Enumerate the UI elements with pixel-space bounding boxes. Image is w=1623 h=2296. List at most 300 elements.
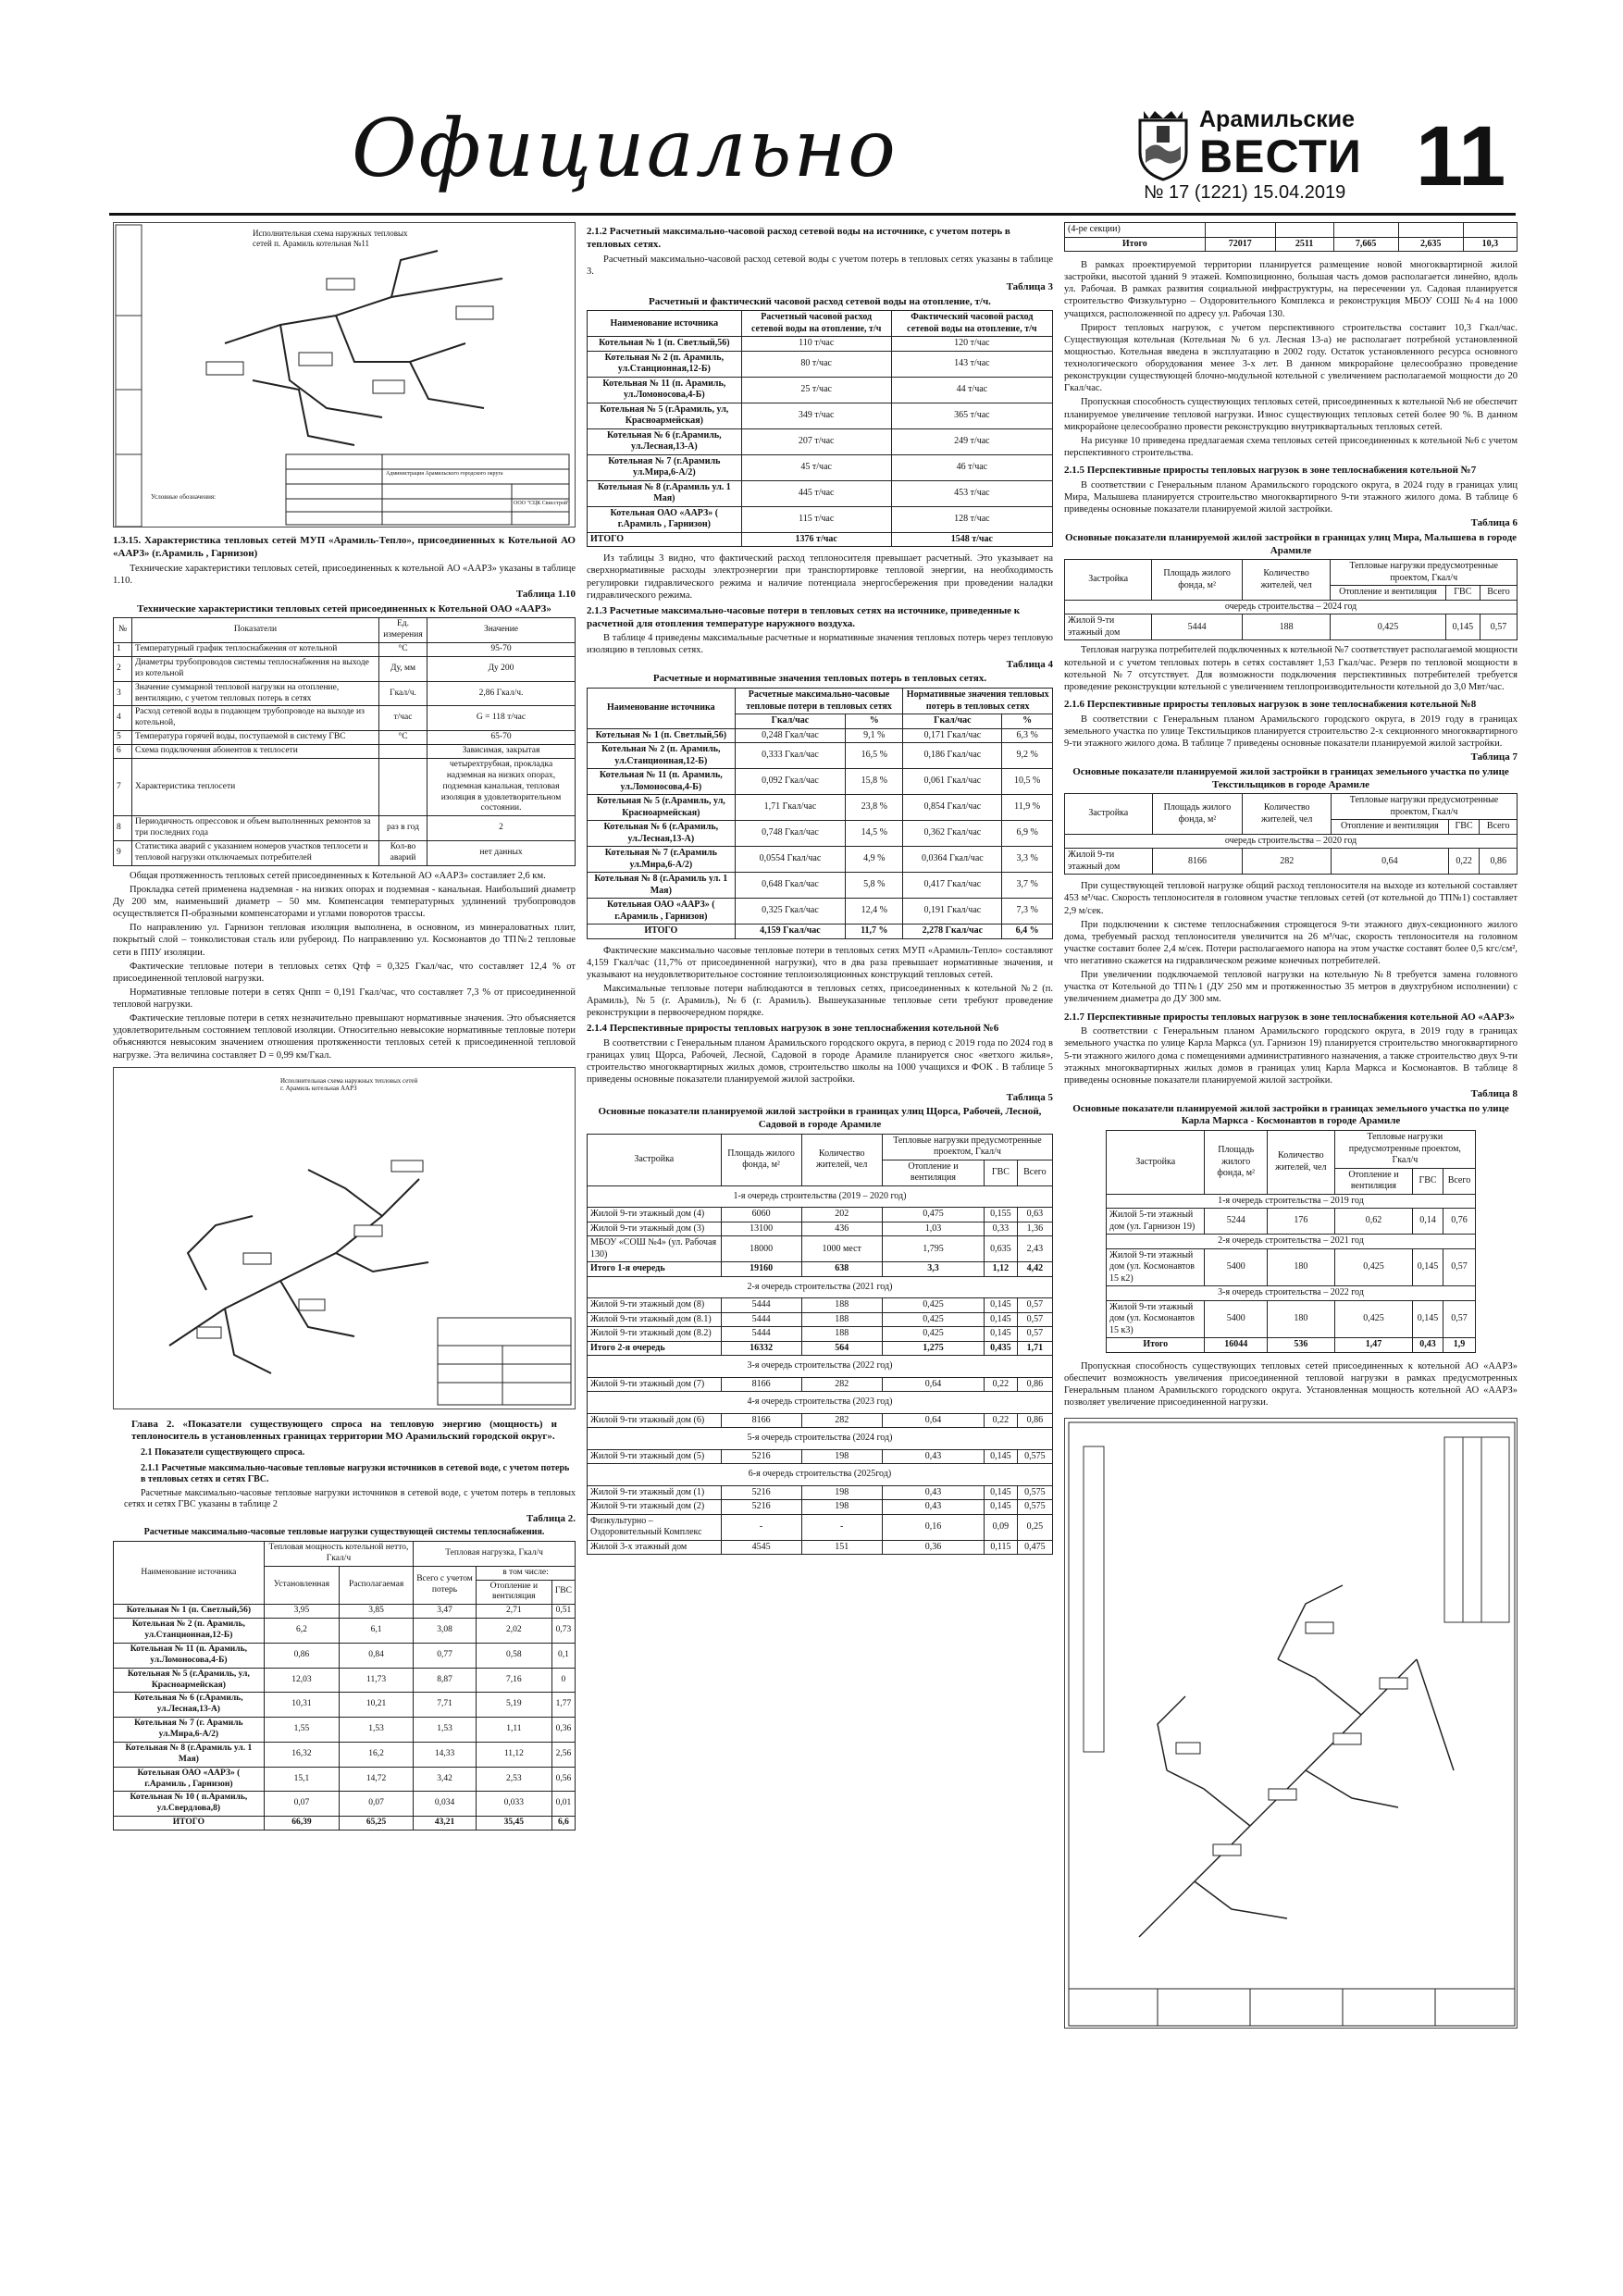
table-cell: 0,061 Гкал/час xyxy=(903,769,1002,795)
table-group-title: 4-я очередь строительства (2023 год) xyxy=(588,1392,1053,1414)
table-cell: 0,854 Гкал/час xyxy=(903,795,1002,821)
table-cell: Итого 1-я очередь xyxy=(588,1262,722,1277)
table-cell: 6,6 xyxy=(551,1817,575,1831)
table-cell: 0,145 xyxy=(985,1449,1018,1464)
table-cell: Диаметры трубопроводов системы теплоснабжения на выходе из котельной xyxy=(132,656,379,681)
table-cell: Жилой 9-ти этажный дом (1) xyxy=(588,1485,722,1500)
table-cell: МБОУ «СОШ №4» (ул. Рабочая 130) xyxy=(588,1236,722,1262)
chapter-2-heading: Глава 2. «Показатели существующего спроса на тепловую энергию (мощность) и теплоноситель в установленных границах территории МО Арамильский городской округ». xyxy=(131,1418,557,1443)
table-cell: 2,56 xyxy=(551,1742,575,1767)
table-cell: 4 xyxy=(114,706,132,731)
table-cell: Гкал/ч. xyxy=(379,681,427,706)
table-cell: 0,36 xyxy=(551,1718,575,1743)
table-cell: 0,115 xyxy=(985,1540,1018,1555)
table-cell: 0,43 xyxy=(882,1500,984,1515)
table-cell: 0,575 xyxy=(1017,1449,1052,1464)
table-cell: 6,4 % xyxy=(1002,925,1053,939)
table-cell: 14,33 xyxy=(414,1742,477,1767)
page-number: 11 xyxy=(1416,109,1506,204)
paragraph: Пропускная способность существующих тепловых сетей присоединенных к котельной АО «ААРЗ» обеспечит возможность увеличения присоединенной тепловой нагрузки в рамках предусмотренных Генеральным планом Арамильского городского округа. Установленная мощность котельной АО «ААРЗ» позволяет увеличение присоединенной нагрузки. xyxy=(1064,1360,1518,1408)
table-row xyxy=(588,847,1053,873)
city-crest-icon xyxy=(1136,107,1190,181)
table-cell: Жилой 9-ти этажный дом (2) xyxy=(588,1500,722,1515)
table-cell: 0,25 xyxy=(1017,1514,1052,1540)
table-row xyxy=(114,681,576,706)
table-cell: Котельная ОАО «ААРЗ» ( г.Арамиль , Гарнизон) xyxy=(588,899,736,925)
table-cell: Котельная № 11 (п. Арамиль, ул.Ломоносова,4-Б) xyxy=(588,769,736,795)
table-cell: 207 т/час xyxy=(741,428,891,454)
table-cell: нет данных xyxy=(427,841,576,866)
table-row xyxy=(588,351,1053,377)
table-cell: 0,0364 Гкал/час xyxy=(903,847,1002,873)
table-cell: 43,21 xyxy=(414,1817,477,1831)
table-cell: 6,2 xyxy=(264,1619,339,1644)
table-cell: 1,71 xyxy=(1017,1341,1052,1356)
heading-2-1-2: 2.1.2 Расчетный максимально-часовой расход сетевой воды на источнике, с учетом потерь в тепловых сетях. xyxy=(587,226,1010,250)
table-cell: 0,748 Гкал/час xyxy=(735,821,846,847)
table-cell: Котельная № 1 (п. Светлый,56) xyxy=(114,1605,265,1619)
table-cell: 4,159 Гкал/час xyxy=(735,925,846,939)
column-3 xyxy=(1064,222,1518,2029)
table-row xyxy=(588,1540,1053,1555)
table-row xyxy=(588,873,1053,899)
table-cell: 115 т/час xyxy=(741,506,891,532)
table-row xyxy=(114,745,576,759)
paragraph: При подключении к системе теплоснабжения строящегося 9-ти этажного двух-секционного жилого дома, требуемый расход теплоносителя увеличится на 26 м³/час, скорость теплоносителя на головном участке составит более 2,4 м/сек. Потери располагаемого напора на этом участке составят более 0,5 кгс/см², что негативно скажется на гидравлическом режиме конечных потребителей. xyxy=(1064,919,1518,966)
table-cell: 5 xyxy=(114,731,132,745)
table-cell: 0,73 xyxy=(551,1619,575,1644)
table-cell: 2,02 xyxy=(476,1619,551,1644)
table-cell: - xyxy=(721,1514,801,1540)
table-row xyxy=(588,743,1053,769)
heading-2-1-3: 2.1.3 Расчетные максимально-часовые потери в тепловых сетях на источнике, приведенные к расчетной для отопления температуре наружного воздуха. xyxy=(587,604,1021,629)
table-cell: Жилой 9-ти этажный дом (8.2) xyxy=(588,1327,722,1342)
table-cell: 7,3 % xyxy=(1002,899,1053,925)
table-cell: 188 xyxy=(801,1327,882,1342)
paragraph: Нормативные тепловые потери в сетях Qнпп = 0,191 Гкал/час, что составляет 7,3 % от присоединенной тепловой нагрузки. xyxy=(113,987,576,1010)
table-cell: 46 т/час xyxy=(891,454,1052,480)
table-cell: 3,3 % xyxy=(1002,847,1053,873)
paragraph: Максимальные тепловые потери наблюдаются в тепловых сетях, присоединенных к котельной №2 (п. Арамиль), №5 (г. Арамиль), №6 (г. Арамиль). Вышеуказанные тепловые сети требуют проведение реконструкции в первоочередном порядке. xyxy=(587,983,1053,1019)
table-row xyxy=(114,1693,576,1718)
table-row xyxy=(588,1514,1053,1540)
table-cell: 188 xyxy=(801,1298,882,1313)
table-cell: Котельная № 5 (г.Арамиль, ул, Красноармейская) xyxy=(114,1668,265,1693)
table-cell: 0,22 xyxy=(985,1377,1018,1392)
table-cell: 15,1 xyxy=(264,1767,339,1792)
table-cell: Значение суммарной тепловой нагрузки на отопление, вентиляцию, с учетом тепловых потерь в сетях xyxy=(132,681,379,706)
paragraph: Расчетные максимально-часовые тепловые нагрузки источников в сетевой воде, с учетом потерь в тепловых сетях и сетях ГВС указаны в таблице 2 xyxy=(124,1487,576,1510)
table-cell: 0,191 Гкал/час xyxy=(903,899,1002,925)
table-group-row xyxy=(588,1356,1053,1378)
table-cell: 0,43 xyxy=(882,1449,984,1464)
table-cell: 13100 xyxy=(721,1222,801,1236)
table-cell: Ду 200 xyxy=(427,656,576,681)
table-cell: °С xyxy=(379,643,427,657)
paragraph: В таблице 4 приведены максимальные расчетные и нормативные значения тепловых потерь через тепловую изоляцию в тепловых сетях. xyxy=(587,633,1053,656)
table-row xyxy=(588,1208,1053,1222)
table-cell: Жилой 9-ти этажный дом (7) xyxy=(588,1377,722,1392)
table-row xyxy=(114,1742,576,1767)
table-cell: Котельная № 5 (г.Арамиль, ул, Красноармейская) xyxy=(588,403,742,428)
scheme1-stamp-company: ООО "СЦК Свисстрой" xyxy=(514,501,570,506)
table-cell: 0,575 xyxy=(1017,1500,1052,1515)
table-cell: 0,57 xyxy=(1017,1298,1052,1313)
table-cell: 11,9 % xyxy=(1002,795,1053,821)
paragraph: В соответствии с Генеральным планом Арамильского городского округа, в 2019 году в границах земельного участка по улице Текстильщиков планируется строительство 2-х секционного многоквартирного 9-ти этажного жилого дома. В таблице 7 приведены основные показатели планируемой жилой застройки. xyxy=(1064,714,1518,749)
table-cell: 23,8 % xyxy=(846,795,903,821)
table-row xyxy=(588,1236,1053,1262)
table-cell: 0,145 xyxy=(985,1500,1018,1515)
table-cell: 14,5 % xyxy=(846,821,903,847)
table-5: Застройка Площадь жилого фонда, м² Количество жителей, чел Тепловые нагрузки предусмотренные проектом, Гкал/ч Отопление и вентиляция ГВС Всего 1-я очередь строительства (2019 – 2020 год) Жилой 9-ти этажный дом (4) 6060 202 0,475 0,155 0,63 Жилой 9-ти этажный дом (3) 13100 436 1,03 0,33 1,36 МБОУ «СОШ №4» (ул. Рабочая 130) 18000 1000 мест 1,795 0,635 2,43 Итого 1-я очередь 19160 638 3,3 1,12 4,42 2-я очередь строительства (2021 год) Жилой 9-ти этажный дом (8) 5444 188 0,425 0,145 0,57 Жилой 9-ти этажный дом (8.1) 5444 188 0,425 0,145 0,57 Жилой 9-ти этажный дом (8.2) 5444 188 0,425 0,145 0,57 Итого 2-я очередь 16332 564 1,275 0,435 1,71 3-я очередь строительства (2022 год) Жилой 9-ти этажный дом (7) 8166 282 0,64 0,22 0,86 4-я очередь строительства (2023 год) Жилой 9-ти этажный дом (6) 8166 282 0,64 0,22 0,86 5-я очередь строительства (2024 год) Жилой 9-ти этажный дом (5) 5216 198 0,43 0,145 0,575 6-я очередь строительства (2025год) Жилой 9-ти этажный дом (1) 5216 198 0,43 0,145 0,575 Жилой 9-ти этажный дом (2) 5216 198 0,43 0,145 0,575 Физкультурно – Оздоровительный Комплекс - - 0,16 0,09 0,25 Жилой 3-х этажный дом 4545 151 0,36 0,115 0,475 xyxy=(587,1134,1053,1556)
table-cell: 5216 xyxy=(721,1485,801,1500)
table-3: Наименование источника Расчетный часовой расход сетевой воды на отопление, т/ч Фактический часовой расход сетевой воды на отопление, т/ч Котельная № 1 (п. Светлый,56) 110 т/час 120 т/час Котельная № 2 (п. Арамиль, ул.Станционная,12-Б) 80 т/час 143 т/час Котельная № 11 (п. Арамиль, ул.Ломоносова,4-Б) 25 т/час 44 т/час Котельная № 5 (г.Арамиль, ул, Красноармейская) 349 т/час 365 т/час Котельная № 6 (г.Арамиль, ул.Лесная,13-А) 207 т/час 249 т/час Котельная № 7 (г.Арамиль ул.Мира,6-А/2) 45 т/час 46 т/час Котельная № 8 (г.Арамиль ул. 1 Мая) 445 т/час 453 т/час Котельная ОАО «ААРЗ» ( г.Арамиль , Гарнизон) 115 т/час 128 т/час ИТОГО 1376 т/час 1548 т/час xyxy=(587,310,1053,547)
table-cell: 0,86 xyxy=(264,1643,339,1668)
table-cell: 65,25 xyxy=(340,1817,414,1831)
table-cell: 0,16 xyxy=(882,1514,984,1540)
table-cell: Жилой 9-ти этажный дом (8) xyxy=(588,1298,722,1313)
table-row xyxy=(588,1327,1053,1342)
table-cell: Жилой 9-ти этажный дом (8.1) xyxy=(588,1312,722,1327)
table-cell: 9 xyxy=(114,841,132,866)
table-row xyxy=(588,1312,1053,1327)
table-1-10: № Показатели Ед. измерения Значение 1 Температурный график теплоснабжения от котельной °С 95-70 2 Диаметры трубопроводов системы теплоснабжения на выходе из котельной Ду, мм Ду 200 3 Значение суммарной тепловой нагрузки на отопление, вентиляцию, с учетом тепловых потерь в сетях Гкал/ч. 2,86 Гкал/ч. 4 Расход сетевой воды в подающем трубопроводе на выходе из котельной, т/час G = 118 т/час 5 Температура горячей воды, поступаемой в систему ГВС °С 65-70 6 Схема подключения абонентов к теплосети Зависимая, закрытая 7 Характеристика теплосети четырехтрубная, прокладка надземная на низких опорах, подземная канальная, тепловая изоляция в удовлетворительном состоянии. 8 Периодичность опрессовок и объем выполненных ремонтов за три последних года раз в год 2 9 Статистика аварий с указанием номеров участков теплосети и тепловой нагрузки отключаемых потребителей Кол-во аварий нет данных xyxy=(113,617,576,866)
table-cell: Котельная ОАО «ААРЗ» ( г.Арамиль , Гарнизон) xyxy=(114,1767,265,1792)
table-cell: 1,795 xyxy=(882,1236,984,1262)
heading-2-1-5: 2.1.5 Перспективные приросты тепловых нагрузок в зоне теплоснабжения котельной №7 xyxy=(1064,465,1477,476)
table-cell: 0,425 xyxy=(882,1312,984,1327)
table-cell: 2,43 xyxy=(1017,1236,1052,1262)
table-cell: 1,71 Гкал/час xyxy=(735,795,846,821)
table-cell: 19160 xyxy=(721,1262,801,1277)
table-cell: 1376 т/час xyxy=(741,532,891,547)
table-3-label: Таблица 3 xyxy=(1006,280,1053,292)
table-cell: 445 т/час xyxy=(741,480,891,506)
table-cell: 10,31 xyxy=(264,1693,339,1718)
table-cell: 188 xyxy=(801,1312,882,1327)
issue-number: № 17 (1221) 15.04.2019 xyxy=(1144,182,1346,203)
table-cell: 128 т/час xyxy=(891,506,1052,532)
table-cell: Котельная № 8 (г.Арамиль ул. 1 Мая) xyxy=(114,1742,265,1767)
table-cell: 0,56 xyxy=(551,1767,575,1792)
table-cell: Периодичность опрессовок и объем выполненных ремонтов за три последних года xyxy=(132,816,379,841)
table-group-title: 5-я очередь строительства (2024 год) xyxy=(588,1428,1053,1450)
table-cell: 12,4 % xyxy=(846,899,903,925)
table-cell: Расход сетевой воды в подающем трубопроводе на выходе из котельной, xyxy=(132,706,379,731)
table-cell: 5444 xyxy=(721,1327,801,1342)
paragraph: В соответствии с Генеральным планом Арамильского городского округа, в 2024 году в границах улиц Мира, Малышева планируется строительство многоквартирного 9-ти этажного жилого дома. В таблице 6 приведены основные показатели планируемой жилой застройки. xyxy=(1064,479,1518,515)
table-cell: 0,36 xyxy=(882,1540,984,1555)
table-cell: Котельная № 2 (п. Арамиль, ул.Станционная,12-Б) xyxy=(588,743,736,769)
heading-2-1-6: 2.1.6 Перспективные приросты тепловых нагрузок в зоне теплоснабжения котельной №8 xyxy=(1064,698,1477,710)
table-row xyxy=(588,925,1053,939)
table-cell: Котельная № 5 (г.Арамиль, ул, Красноармейская) xyxy=(588,795,736,821)
table-cell: 0,248 Гкал/час xyxy=(735,728,846,743)
table-row xyxy=(588,1413,1053,1428)
table-cell: 0,1 xyxy=(551,1643,575,1668)
brand-top: Арамильские xyxy=(1199,106,1356,132)
table-cell: 2,71 xyxy=(476,1605,551,1619)
table-row xyxy=(588,1341,1053,1356)
table-cell: 2 xyxy=(427,816,576,841)
table-4-label: Таблица 4 xyxy=(1006,658,1053,670)
table-5-continued: (4-ре секции) Итого 72017 2511 7,665 2,635 10,3 xyxy=(1064,222,1518,252)
table-8-label: Таблица 8 xyxy=(1470,1087,1518,1099)
table-row xyxy=(588,795,1053,821)
table-cell: 0,435 xyxy=(985,1341,1018,1356)
table-cell: Котельная № 1 (п. Светлый,56) xyxy=(588,728,736,743)
table-cell: 16332 xyxy=(721,1341,801,1356)
table-cell: 7,16 xyxy=(476,1668,551,1693)
column-2 xyxy=(587,222,1053,1555)
paragraph: Пропускная способность существующих тепловых сетей, присоединенных к котельной №6 не обеспечит планируемое увеличение тепловой нагрузки. Износ существующих тепловых сетей более 90 %. В данном микрорайоне целесообразно провести реконструкцию внутриквартальных тепловых сетей. xyxy=(1064,397,1518,432)
table-cell: 6,9 % xyxy=(1002,821,1053,847)
section-title: Официально xyxy=(352,103,898,195)
table-cell: 5444 xyxy=(721,1298,801,1313)
column-1 xyxy=(113,222,576,1831)
table-cell: 282 xyxy=(801,1413,882,1428)
table-cell: 0,648 Гкал/час xyxy=(735,873,846,899)
table-cell: 4,9 % xyxy=(846,847,903,873)
paragraph: В рамках проектируемой территории планируется размещение новой многоквартирной жилой застройки, высотой зданий 9 этажей. Композиционно, большая часть домов располагается линейно, вдоль ул. Рабочая. В рамках развития социальной инфраструктуры, на пересечении ул. Садовая планируется строительство Физкультурно – Оздоровительного Комплекса и реконструкция МБОУ СОШ №4 на 1000 учащихся, расположенной по адресу ул. Рабочая 130. xyxy=(1064,260,1518,319)
table-8: Застройка Площадь жилого фонда, м² Количество жителей, чел Тепловые нагрузки предусмотренные проектом, Гкал/ч Отопление и вентиляция ГВС Всего 1-я очередь строительства – 2019 год Жилой 5-ти этажный дом (ул. Гарнизон 19) 5244 176 0,62 0,14 0,76 2-я очередь строительства – 2021 год Жилой 9-ти этажный дом (ул. Космонавтов 15 к2) 5400 180 0,425 0,145 0,57 3-я очередь строительства – 2022 год Жилой 9-ти этажный дом (ул. Космонавтов 15 к3) 5400 180 0,425 0,145 0,57 Итого 16044 536 1,47 0,43 1,9 xyxy=(1106,1130,1476,1353)
table-cell: 0,362 Гкал/час xyxy=(903,821,1002,847)
table-row xyxy=(114,1817,576,1831)
table-cell: 0,145 xyxy=(985,1327,1018,1342)
table-cell: т/час xyxy=(379,706,427,731)
table-cell: 2,278 Гкал/час xyxy=(903,925,1002,939)
table-cell: 0,333 Гкал/час xyxy=(735,743,846,769)
table-cell: 14,72 xyxy=(340,1767,414,1792)
table-cell: 0,64 xyxy=(882,1377,984,1392)
table-row xyxy=(114,1619,576,1644)
table-cell: G = 118 т/час xyxy=(427,706,576,731)
paragraph: Тепловая нагрузка потребителей подключенных к котельной №7 соответствует располагаемой мощности котельной и с учетом тепловых потерь в сетях составляет 1,53 Гкал/час. Резерв по тепловой мощности в котельной №7 отсутствует. Для возможности подключения перспективных потребителей требуется проведение реконструкции котельной с увеличением теплопроизводительности котельной до 3,0 Мвт/час. xyxy=(1064,645,1518,692)
table-cell: 0,325 Гкал/час xyxy=(735,899,846,925)
table-row xyxy=(114,1792,576,1817)
table-cell: 7,71 xyxy=(414,1693,477,1718)
table-cell: 151 xyxy=(801,1540,882,1555)
table-cell: 11,7 % xyxy=(846,925,903,939)
table-cell: 143 т/час xyxy=(891,351,1052,377)
table-cell: 0,155 xyxy=(985,1208,1018,1222)
table-cell: Жилой 9-ти этажный дом (3) xyxy=(588,1222,722,1236)
table-cell: Жилой 3-х этажный дом xyxy=(588,1540,722,1555)
table-cell: 16,5 % xyxy=(846,743,903,769)
table-row xyxy=(588,821,1053,847)
table-cell: Кол-во аварий xyxy=(379,841,427,866)
brand-main: ВЕСТИ xyxy=(1199,130,1362,182)
table-cell: 66,39 xyxy=(264,1817,339,1831)
table-cell: 0,86 xyxy=(1017,1413,1052,1428)
table-cell: 0,33 xyxy=(985,1222,1018,1236)
table-group-row xyxy=(588,1392,1053,1414)
table-cell: 11,73 xyxy=(340,1668,414,1693)
table-8-caption: Основные показатели планируемой жилой застройки в границах земельного участка по улице Карла Маркса - Космонавтов в городе Арамиле xyxy=(1072,1102,1509,1127)
table-cell: 3,47 xyxy=(414,1605,477,1619)
table-cell: Котельная № 8 (г.Арамиль ул. 1 Мая) xyxy=(588,873,736,899)
table-cell: 0,43 xyxy=(882,1485,984,1500)
table-row xyxy=(588,532,1053,547)
table-5-label: Таблица 5 xyxy=(1006,1091,1053,1103)
table-2-label: Таблица 2. xyxy=(526,1512,576,1524)
table-cell: 5216 xyxy=(721,1500,801,1515)
table-cell: 6,3 % xyxy=(1002,728,1053,743)
table-row xyxy=(588,728,1053,743)
table-cell: 35,45 xyxy=(476,1817,551,1831)
scheme1-legend: Условные обозначения: xyxy=(151,493,217,501)
table-row xyxy=(114,1643,576,1668)
table-cell: Температура горячей воды, поступаемой в систему ГВС xyxy=(132,731,379,745)
table-row xyxy=(588,1485,1053,1500)
table-cell: ИТОГО xyxy=(588,925,736,939)
paragraph: Фактические тепловые потери в сетях незначительно превышают нормативные значения. Это объясняется удовлетворительным состоянием тепловой изоляции. Относительно невысокие нормативные тепловые потери объясняются невысоким значением отношения протяженности тепловых сетей к присоединенной тепловой нагрузке. Эта величина составляет D = 0,99 км/Гкал. xyxy=(113,1013,576,1061)
table-cell: Характеристика теплосети xyxy=(132,758,379,815)
table-cell: 0,51 xyxy=(551,1605,575,1619)
table-cell: 1000 мест xyxy=(801,1236,882,1262)
table-cell: 18000 xyxy=(721,1236,801,1262)
table-row xyxy=(588,1449,1053,1464)
heading-1-3-15: 1.3.15. Характеристика тепловых сетей МУП «Арамиль-Тепло», присоединенных к Котельной АО «ААРЗ» (г.Арамиль , Гарнизон) xyxy=(113,535,576,559)
table-group-row xyxy=(588,1276,1053,1298)
paragraph: Прокладка сетей применена надземная - на низких опорах и подземная - канальная. Наибольший диаметр Ду 200 мм, наименьший диаметр – 50 мм. Компенсация температурных удлинений трубопроводов осуществляется П-образными компенсаторами и углами поворотов трассы. xyxy=(113,884,576,920)
table-cell: 3,7 % xyxy=(1002,873,1053,899)
table-1-10-label: Таблица 1.10 xyxy=(515,588,576,600)
table-cell: Котельная № 6 (г.Арамиль, ул.Лесная,13-А) xyxy=(588,428,742,454)
table-cell: 3,42 xyxy=(414,1767,477,1792)
table-cell: ИТОГО xyxy=(588,532,742,547)
table-row xyxy=(588,377,1053,403)
table-group-row xyxy=(588,1185,1053,1208)
table-cell: Котельная № 10 ( п.Арамиль, ул.Свердлова,8) xyxy=(114,1792,265,1817)
table-cell: 3,08 xyxy=(414,1619,477,1644)
table-cell: 198 xyxy=(801,1485,882,1500)
table-cell: 44 т/час xyxy=(891,377,1052,403)
table-cell: 45 т/час xyxy=(741,454,891,480)
table-cell: - xyxy=(801,1514,882,1540)
scheme2-title: Исполнительная схема наружных тепловых сетей г. Арамиль котельная ААРЗ xyxy=(280,1076,418,1093)
table-cell: 0,64 xyxy=(882,1413,984,1428)
table-cell: Котельная № 6 (г.Арамиль, ул.Лесная,13-А) xyxy=(588,821,736,847)
table-cell: 2,86 Гкал/ч. xyxy=(427,681,576,706)
table-cell: 10,5 % xyxy=(1002,769,1053,795)
table-cell: 10,21 xyxy=(340,1693,414,1718)
table-cell: 0,57 xyxy=(1017,1327,1052,1342)
table-cell: 8,87 xyxy=(414,1668,477,1693)
table-cell: 1,53 xyxy=(414,1718,477,1743)
heat-network-scheme-1 xyxy=(113,222,576,527)
table-cell: Температурный график теплоснабжения от котельной xyxy=(132,643,379,657)
table-group-title: 6-я очередь строительства (2025год) xyxy=(588,1464,1053,1486)
table-cell: 5444 xyxy=(721,1312,801,1327)
table-row xyxy=(114,758,576,815)
table-cell: 3 xyxy=(114,681,132,706)
paragraph: Технические характеристики тепловых сетей, присоединенных к котельной АО «ААРЗ» указаны в таблице 1.10. xyxy=(113,563,576,586)
table-5-caption: Основные показатели планируемой жилой застройки в границах улиц Щорса, Рабочей, Лесной, Садовой в городе Арамиле xyxy=(598,1106,1042,1130)
table-cell: 0,033 xyxy=(476,1792,551,1817)
table-cell: 564 xyxy=(801,1341,882,1356)
table-cell: 95-70 xyxy=(427,643,576,657)
table-cell: 120 т/час xyxy=(891,337,1052,352)
table-6-label: Таблица 6 xyxy=(1470,517,1518,529)
table-cell: 16,2 xyxy=(340,1742,414,1767)
paragraph: Общая протяженность тепловых сетей присоединенных к Котельной АО «ААРЗ» составляет 2,6 км. xyxy=(130,870,546,881)
table-row xyxy=(114,643,576,657)
table-row xyxy=(588,899,1053,925)
table-cell: Котельная № 6 (г.Арамиль, ул.Лесная,13-А) xyxy=(114,1693,265,1718)
table-cell: 0,22 xyxy=(985,1413,1018,1428)
table-cell: 3,95 xyxy=(264,1605,339,1619)
table-cell: 1,53 xyxy=(340,1718,414,1743)
table-cell: Физкультурно – Оздоровительный Комплекс xyxy=(588,1514,722,1540)
table-cell: 110 т/час xyxy=(741,337,891,352)
table-cell: Котельная № 7 (г. Арамиль ул.Мира,6-А/2) xyxy=(114,1718,265,1743)
table-cell: 0,58 xyxy=(476,1643,551,1668)
table-cell: 1,36 xyxy=(1017,1222,1052,1236)
table-cell: 198 xyxy=(801,1500,882,1515)
table-cell: Котельная № 11 (п. Арамиль, ул.Ломоносова,4-Б) xyxy=(114,1643,265,1668)
table-row xyxy=(114,1767,576,1792)
table-row xyxy=(588,1222,1053,1236)
table-4: Наименование источника Расчетные максимально-часовые тепловые потери в тепловых сетях Нормативные значения тепловых потерь в тепловых сетях Гкал/час % Гкал/час % Котельная № 1 (п. Светлый,56) 0,248 Гкал/час 9,1 % 0,171 Гкал/час 6,3 % Котельная № 2 (п. Арамиль, ул.Станционная,12-Б) 0,333 Гкал/час 16,5 % 0,186 Гкал/час 9,2 % Котельная № 11 (п. Арамиль, ул.Ломоносова,4-Б) 0,092 Гкал/час 15,8 % 0,061 Гкал/час 10,5 % Котельная № 5 (г.Арамиль, ул, Красноармейская) 1,71 Гкал/час 23,8 % 0,854 Гкал/час 11,9 % Котельная № 6 (г.Арамиль, ул.Лесная,13-А) 0,748 Гкал/час 14,5 % 0,362 Гкал/час 6,9 % Котельная № 7 (г.Арамиль ул.Мира,6-А/2) 0,0554 Гкал/час 4,9 % 0,0364 Гкал/час 3,3 % Котельная № 8 (г.Арамиль ул. 1 Мая) 0,648 Гкал/час 5,8 % 0,417 Гкал/час 3,7 % Котельная ОАО «ААРЗ» ( г.Арамиль , Гарнизон) 0,325 Гкал/час 12,4 % 0,191 Гкал/час 7,3 % ИТОГО 4,159 Гкал/час 11,7 % 2,278 Гкал/час 6,4 % xyxy=(587,688,1053,939)
table-cell: 1,03 xyxy=(882,1222,984,1236)
table-cell: Котельная № 7 (г.Арамиль ул.Мира,6-А/2) xyxy=(588,847,736,873)
paragraph: Из таблицы 3 видно, что фактический расход теплоносителя превышает расчетный. Это указывает на сверхнормативные расходы электроэнергии при транспортировке тепловой энергии, на необходимость регулировки гидравлического режима и наличие потенциала энергосбережения при проведении наладки гидравлического режима. xyxy=(587,553,1053,601)
table-cell: 1,55 xyxy=(264,1718,339,1743)
table-cell: 0,07 xyxy=(340,1792,414,1817)
heading-2-1-1: 2.1.1 Расчетные максимально-часовые тепловые нагрузки источников в сетевой воде, с учетом потерь в тепловых сетях и сетях ГВС. xyxy=(141,1462,570,1485)
table-cell: 1,275 xyxy=(882,1341,984,1356)
table-cell: 6 xyxy=(114,745,132,759)
table-row xyxy=(114,656,576,681)
table-cell: Ду, мм xyxy=(379,656,427,681)
paragraph: По направлению ул. Гарнизон тепловая изоляция выполнена, в основном, из минераловатных плит, покрытый слой – тонколистовая сталь или рубероид. По направлению ул. Космонавтов до ТП№2 тепловые сети в ППУ изоляции. xyxy=(113,923,576,958)
heading-2-1-4: 2.1.4 Перспективные приросты тепловых нагрузок в зоне теплоснабжения котельной №6 xyxy=(587,1023,999,1035)
table-cell: 6060 xyxy=(721,1208,801,1222)
paragraph: В соответствии с Генеральным планом Арамильского городского округа, в период с 2019 года по 2024 год в границах улиц Щорса, Рабочей, Лесной, Садовой в городе Арамиле планируется снос «ветхого жилья», строительство многоквартирных жилых домов, строительство школы на 1000 учащихся и ФОК . В таблице 5 приведены основные показатели планируемой жилой застройки. xyxy=(587,1038,1053,1086)
table-row xyxy=(588,428,1053,454)
heading-2-1: 2.1 Показатели существующего спроса. xyxy=(141,1447,305,1458)
table-7-label: Таблица 7 xyxy=(1470,751,1518,763)
table-cell: четырехтрубная, прокладка надземная на низких опорах, подземная канальная, тепловая изоляция в удовлетворительном состоянии. xyxy=(427,758,576,815)
heading-2-1-7: 2.1.7 Перспективные приросты тепловых нагрузок в зоне теплоснабжения котельной АО «ААРЗ» xyxy=(1064,1011,1515,1023)
table-cell: 453 т/час xyxy=(891,480,1052,506)
table-4-caption: Расчетные и нормативные значения тепловых потерь в тепловых сетях. xyxy=(652,673,987,685)
table-cell: 198 xyxy=(801,1449,882,1464)
table-cell: 6,1 xyxy=(340,1619,414,1644)
table-cell: 0,77 xyxy=(414,1643,477,1668)
table-cell: 0,84 xyxy=(340,1643,414,1668)
table-cell: 0,145 xyxy=(985,1485,1018,1500)
table-group-title: 2-я очередь строительства (2021 год) xyxy=(588,1276,1053,1298)
table-cell: 436 xyxy=(801,1222,882,1236)
table-cell: 1 xyxy=(114,643,132,657)
table-row xyxy=(588,337,1053,352)
table-cell: 0,475 xyxy=(882,1208,984,1222)
scheme1-title: Исполнительная схема наружных тепловых сетей п. Арамиль котельная №11 xyxy=(253,229,408,248)
table-cell: 65-70 xyxy=(427,731,576,745)
table-group-row xyxy=(588,1428,1053,1450)
table-7-caption: Основные показатели планируемой жилой застройки в границах земельного участка по улице Текстильщиков в городе Арамиле xyxy=(1072,765,1509,790)
table-row xyxy=(588,1500,1053,1515)
table-cell: 0,145 xyxy=(985,1312,1018,1327)
table-3-caption: Расчетный и фактический часовой расход сетевой воды на отопление, т/ч. xyxy=(649,295,991,307)
table-cell: 8 xyxy=(114,816,132,841)
table-cell: 1,12 xyxy=(985,1262,1018,1277)
table-cell xyxy=(379,758,427,815)
table-row xyxy=(588,1298,1053,1313)
